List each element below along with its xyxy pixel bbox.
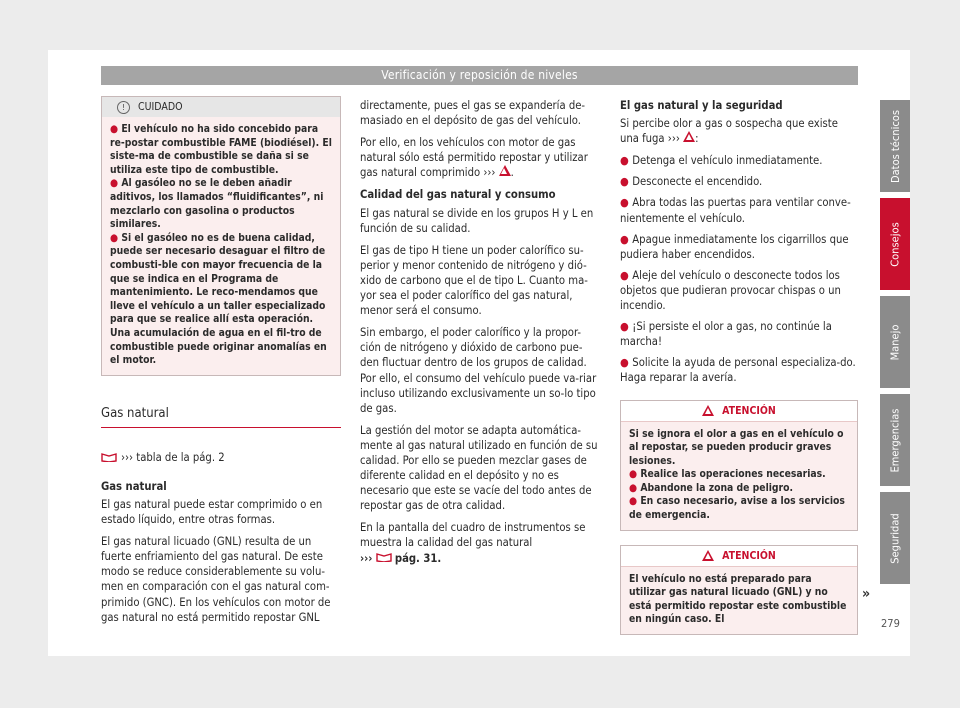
tab-emergencias[interactable]: Emergencias <box>880 394 910 486</box>
list-item: ● Apague inmediatamente los cigarrillos que pudiera haber encendidos. <box>620 232 849 261</box>
book-icon <box>101 452 117 462</box>
book-icon <box>376 552 392 562</box>
warning-icon <box>499 165 511 176</box>
tab-consejos[interactable]: Consejos <box>880 198 910 290</box>
warning-label: ATENCIÓN <box>722 404 776 417</box>
subheading: Calidad del gas natural y consumo <box>360 188 556 202</box>
warning-icon <box>702 550 714 561</box>
list-item: ● Solicite la ayuda de personal especializa-do. Haga reparar la avería. <box>620 356 856 385</box>
section-title: Gas natural <box>101 406 341 428</box>
paragraph: Si percibe olor a gas o sospecha que existe una fuga ››› : <box>620 117 838 146</box>
paragraph: Sin embargo, el poder calorífico y la propor-ción de nitrógeno y dióxido de carbono pue-den fluctuar dentro de los grupos de calidad. Por ello, el consumo del vehículo puede va-riar incluso utilizando exclusivamente un so-lo tipo de gas. <box>360 326 597 415</box>
paragraph: La gestión del motor se adapta automática-mente al gas natural utilizado en función de su calidad. Por ello se pueden mezclar gases de diferente calidad en el depósito y no es necesario que este se vacíe del todo antes de repostar gas de otra calidad. <box>360 423 598 513</box>
page-number: 279 <box>881 617 900 630</box>
column-1 <box>101 96 341 632</box>
warning-item: ● Abandone la zona de peligro. <box>629 481 794 494</box>
tab-seguridad[interactable]: Seguridad <box>880 492 910 584</box>
column-3 <box>620 98 858 635</box>
list-item: ● Aleje del vehículo o desconecte todos los objetos que pudieran provocar chispas o un incendio. <box>620 268 841 313</box>
warning-box <box>620 545 858 635</box>
warning-text: Si se ignora el olor a gas en el vehículo o al repostar, se pueden producir graves lesiones. <box>629 427 844 467</box>
caution-item: ● Al gasóleo no se le deben añadir aditivos, los llamados “fluidificantes”, ni mezclarlo con gasolina o productos similares. <box>110 177 324 231</box>
table-reference-text: ››› tabla de la pág. 2 <box>121 450 225 464</box>
paragraph: El gas de tipo H tiene un poder calorífico su-perior y menor contenido de nitrógeno y dió-xido de carbono que el de tipo L. Cuanto ma-yor sea el poder calorífico del gas natural, menor será el consumo. <box>360 243 588 318</box>
paragraph: El gas natural puede estar comprimido o en estado líquido, entre otras formas. <box>101 497 323 527</box>
paragraph: En la pantalla del cuadro de instrumentos se muestra la calidad del gas natural ››› pág. 31. <box>360 521 586 565</box>
table-reference[interactable] <box>101 450 341 465</box>
list-item: ● ¡Si persiste el olor a gas, no continúe la marcha! <box>620 320 832 349</box>
paragraph: directamente, pues el gas se expandería de-masiado en el depósito de gas del vehículo. <box>360 99 586 128</box>
list-item: ● Abra todas las puertas para ventilar conve-nientemente el vehículo. <box>620 196 851 225</box>
subheading: El gas natural y la seguridad <box>620 99 783 112</box>
column-2 <box>360 98 600 573</box>
warning-label: ATENCIÓN <box>722 549 776 562</box>
warning-item: ● Realice las operaciones necesarias. <box>629 468 826 481</box>
page-header: Verificación y reposición de niveles <box>101 66 858 85</box>
warning-icon <box>702 405 714 416</box>
subheading: Gas natural <box>101 479 167 493</box>
tab-manejo[interactable]: Manejo <box>880 296 910 388</box>
warning-text: El vehículo no está preparado para utilizar gas natural licuado (GNL) y no está permitido repostar este combustible en ningún caso. El <box>629 572 847 626</box>
info-icon: ! <box>117 101 130 114</box>
paragraph: El gas natural se divide en los grupos H y L en función de su calidad. <box>360 206 594 235</box>
warning-icon <box>683 131 695 142</box>
list-item: ● Detenga el vehículo inmediatamente. <box>620 154 823 168</box>
caution-item: ● Si el gasóleo no es de buena calidad, puede ser necesario desaguar el filtro de combusti-ble con mayor frecuencia de la que se indica en el Programa de mantenimiento. Le reco-mendamos que lleve el vehículo a un taller especializado para que se realice allí esta operación. Una acumulación de agua en el fil-tro de combustible puede originar anomalías en el motor. <box>110 231 327 367</box>
warning-item: ● En caso necesario, avise a los servicios de emergencia. <box>629 495 845 522</box>
tab-datos-tecnicos[interactable]: Datos técnicos <box>880 100 910 192</box>
page-link[interactable]: pág. 31. <box>394 551 442 565</box>
caution-item: ● El vehículo no ha sido concebido para re-postar combustible FAME (biodiésel). El siste-ma de combustible se daña si se utiliza este tipo de combustible. <box>110 123 332 176</box>
paragraph: Por ello, en los vehículos con motor de gas natural sólo está permitido repostar y utilizar gas natural comprimido ››› . <box>360 136 588 180</box>
warning-box <box>620 400 858 531</box>
caution-box <box>101 96 341 376</box>
caution-label: CUIDADO <box>138 101 183 113</box>
paragraph: El gas natural licuado (GNL) resulta de un fuerte enfriamiento del gas natural. De este modo se reduce considerablemente su volu-men en comparación con el gas natural com-primido (GNC). En los vehículos con motor de gas natural no está permitido repostar GNL <box>101 535 331 624</box>
continued-marker: » <box>862 586 871 602</box>
list-item: ● Desconecte el encendido. <box>620 175 763 189</box>
